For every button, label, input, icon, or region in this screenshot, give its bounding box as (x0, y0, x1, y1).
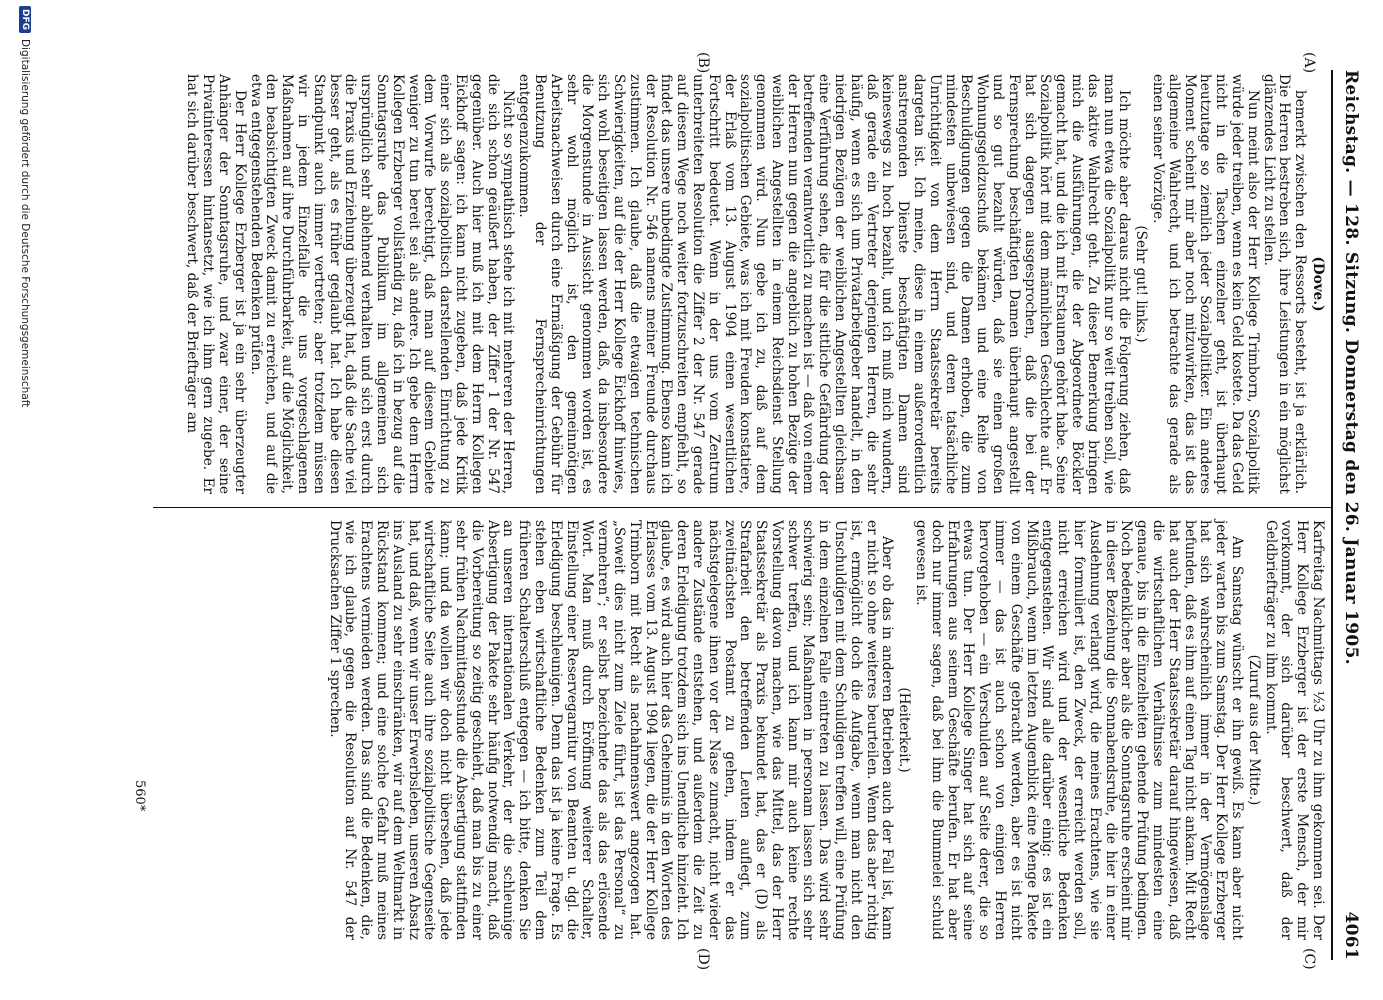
dfg-logo: DFG (19, 6, 31, 33)
paragraph: Am Samstag wünscht er ihn gewiß. Es kann aber nicht jeder warten bis zum Samstag. Der Herr Kollege Erzberger hat sich wahrscheinlich immer in der Vermögenslage befunden, daß es ihm auf einen Tag nicht ankam. Mit Recht hat auch der Herr Staatssekretär darauf hingewiesen, daß die wirtschaftlichen Verhältnisse zum mindesten eine genaue, bis in die Einzelheiten gehende Prüfung bedingen. Noch bedenklicher aber als die Sonntagsruhe erscheint mir in dieser Beziehung die Sonnabendsruhe, die hier in einer Ausdehnung verlangt wird, die meines Erachtens, wie sie hier formuliert ist, den Zweck, der erreicht werden soll, nicht erreichen wird und der wesentliche Bedenken entgegenstehen. Wir sind alle darüber einig: es ist ein Mißbrauch, wenn im letzten Augenblick eine Menge Pakete von einem Geschäfte gebracht werden, aber es ist nicht immer — das ist auch schon von einigen Herren hervorgehoben — ein Verschulden auf Seite derer, die so etwas tun. Der Herr Kollege Singer hat sich auf seine Erfahrungen aus seinem Geschäfte berufen. Er hat aber doch nur immer sagen, daß bei ihm die Bummelei schuld gewesen ist. (913, 520, 1246, 940)
paragraph: Karfreitag Nachmittags ½3 Uhr zu ihm gekommen sei. Der Herr Kollege Erzberger ist der erste Mensch, der mir vorkommt, der sich darüber beschwert, daß der Geldbriefträger zu ihm kommt. (1262, 520, 1326, 940)
paragraph: Nun meint also der Herr Kollege Trimborn, Sozialpolitik würde jeder treiben, wenn es kein Geld kostete. Da das Geld nicht in die Taschen einzelner geht, ist überhaupt heutzutage so ziemlich jeder Sozialpolitiker. Ein anderes Moment scheint mir aber noch mitzuwirken, das ist das allgemeine Wahlrecht, und ich betrachte das gerade als einen seiner Vorzüge. (1150, 74, 1261, 494)
credit-text: Digitalisierung gefördert durch die Deutsche Forschungsgemeinschaft (19, 39, 31, 408)
interjection: (Sehr gut! links.) (1133, 225, 1150, 343)
margin-mark-d: (D) (695, 948, 711, 971)
digitization-credit (19, 6, 31, 407)
paragraph: bemerkt zwischen den Ressorts besteht, ist ja erklärlich. Die Herren bestreben sich, ihre Leistungen in ein möglichst glänzendes Licht zu stellen. (1260, 74, 1309, 494)
interjection: (Heiterkeit.) (896, 687, 913, 773)
paragraph: Der Herr Kollege Erzberger ist ja ein sehr überzeugter Anhänger der Sonntagsruhe, und zwar einer, der seine Privatinteressen hintansetzt, wie ich ihm gern zugebe. Er hat sich darüber beschwert, daß der Briefträger am (184, 74, 248, 494)
margin-mark-a: (A) (1301, 52, 1317, 74)
interjection: (Zuruf aus der Mitte.) (1245, 654, 1262, 806)
margin-mark-b: (B) (695, 52, 711, 74)
printer-signature: 560* (132, 780, 147, 812)
header-rule (1331, 70, 1333, 960)
paragraph: Ich möchte aber daraus nicht die Folgerung ziehen, daß man nun etwa die Sozialpolitik nur so weit treiben soll, wie das aktive Wahlrecht geht. Zu dieser Bemerkung bringen mich die Ausführungen, die der Abgeordnete Böckler gemacht hat, und die ich mit Erstaunen gehört habe. Seine Sozialpolitik hört mit dem männlichen Geschlechte auf. Er hat sich dagegen ausgesprochen, daß die bei der Fernsprechung beschäftigten Damen überhaupt angestellt und so gut bezahlt würden, daß sie einen großen Wohnungsgeldzuschuß bekämen und eine Reihe von Beschuldigungen gegen die Damen erhoben, die zum mindesten unbewiesen sind, und deren tatsächliche Unrichtigkeit von dem Herrn Staatssekretär bereits dargetan ist. Ich meine, diese in einem außerordentlich anstrengenden Dienste beschäftigten Damen sind keineswegs zu hoch bezahlt, und ich muß mich wundern, daß gerade ein Vertreter derjenigen Herren, die sehr häufig, wenn es sich um Privatarbeitgeber handelt, in den niedrigen Bezügen der weiblichen Angestellten gleichsam eine Verführung sehen, die für die sittliche Gefährdung der betreffenden verantwortlich zu machen ist — daß von einem der Herren nun gegen die angeblich zu hohen Bezüge der weiblichen Angestellten in einem Reichsdienst Stellung genommen wird. Nun gebe ich zu, daß auf dem sozialpolitischen Gebiete, was ich mit Freuden konstatiere, der Erlaß vom 13. August 1904 einen wesentlichen Fortschritt bedeutet. Wenn in der uns vom Zentrum unterbreiteten Resolution die Ziffer 2 der Nr. 547 gerade auf diesem Wege noch weiter fortzuschreiten empfiehlt, so findet das unsere unbedingte Zustimmung. Ebenso kann ich der Resolution Nr. 546 namens meiner Freunde durchaus zustimmen. Ich glaube, daß die etwaigen technischen Schwierigkeiten, auf die der Herr Kollege Eickhoff hinwies, sich wohl beseitigen lassen werden, daß, da insbesondere die Morgenstunde in Aussicht genommen worden ist, es sehr wohl möglich ist, den gemeinnötigen Arbeitsnachweisen durch eine Ermäßigung der Gebühr für Benutzung der Fernsprecheinrichtungen entgegenzukommen. (516, 74, 1133, 494)
left-column (184, 74, 1325, 494)
margin-mark-c: (C) (1301, 948, 1317, 970)
running-header (1335, 70, 1365, 960)
right-column (326, 520, 1325, 940)
paragraph: Nicht so sympathisch stehe ich mit mehreren der Herren, die sich schon geäußert haben, der Ziffer 1 der Nr. 547 gegenüber. Auch hier muß ich mit dem Herrn Kollegen Eickhoff sagen: ich kann nicht zugeben, daß jede Kritik einer sich als sozialpolitisch darstellenden Einrichtung zu dem Vorwurfe berechtigt, daß man auf diesem Gebiete weniger zu tun bereit sei als andere. Ich gebe dem Herrn Kollegen Erzberger vollständig zu, daß ich in bezug auf die Sonntagsruhe das Publikum im allgemeinen sich ursprünglich sehr ablehnend verhalten und sich erst durch die Praxis und Erziehung überzeugt hat, daß die Sache viel besser geht, als es früher geglaubt hat. Ich habe diesen Standpunkt auch immer vertreten; aber trotzdem müssen wir in jedem Einzelfalle die uns vorgeschlagenen Maßnahmen auf ihre Durchführbarkeit, auf die Möglichkeit, den beabsichtigten Zweck damit zu erreichen, und auf die etwa entgegenstehenden Bedenken prüfen. (247, 74, 517, 494)
paragraph: Aber ob das in anderen Betrieben auch der Fall ist, kann er nicht so ohne weiteres beurteilen. Wenn das aber richtig ist, ermöglicht doch die Aufgabe, wenn man nicht den Unschuldigen mit dem Schuldigen treffen will, eine Prüfung in dem einzelnen Falle eintreten zu lassen. Das wird sehr schwierig sein; Maßnahmen in personam lassen sich sehr schwer treffen, und ich kann mir auch keine rechte Vorstellung davon machen, wie das Mittel, das der Herr Staatssekretär als Praxis bekundet hat, das er (D) als Strafarbeit den betreffenden Leuten auflegt, zum zweitnächsten Postamt zu gehen, indem er das nächstgelegene ihnen vor der Nase zumacht, nicht wieder andere Zustände entstehen, und außerdem die Zeit zu deren Erledigung trotzdem sich ins Unendliche hinzieht. Ich glaube, es wird auch hier das Geheimnis in den Worten des Erlasses vom 13. August 1904 liegen, die der Herr Kollege Trimborn mit Recht als nachahmenswert angezogen hat. „Soweit dies nicht zum Ziele führt, ist das Personal“ zu vermehren“; er selbst bezeichnete das als das erlösende Wort. Man muß durch Eröffnung weiterer Schalter, Einstellung einer Reservegarnitur von Beamten u. dgl. die Erledigung beschleunigen. Denn das ist ja keine Frage. Es stehen eben wirtschaftliche Bedenken zum Teil dem früheren Schalterschluß entgegen — ich bitte, denken Sie an unseren internationalen Verkehr, der die schleunige Absertigung der Pakete sehr häufig notwendig macht, daß die Vorbereitung so zeitig geschieht, daß man bis zu einer sehr frühen Nachmittagsstunde die Absertigung stattfinden kann; und da wollen wir doch nicht übersehen, daß jede wirtschaftliche Seite auch ihre sozialpolitische Gegenseite hat, und daß, wenn wir unser Erwerbsleben, unseren Absatz ins Ausland zu sehr einschränken, wir auf dem Weltmarkt in Rückstand kommen; und eine solche Gefahr muß meines Erachtens vermieden werden. Das sind die Bedenken, die, wie ich glaube, gegen die Resolution auf Nr. 547 der Drucksachen Ziffer 1 sprechen. (326, 520, 896, 940)
speaker-label: (Dove.) (1310, 256, 1326, 312)
column-divider (153, 507, 1333, 508)
header-title: Reichstag. — 128. Sitzung. Donnerstag den 26. Januar 1905. (1341, 70, 1361, 665)
header-page-number: 4061 (1341, 911, 1361, 960)
